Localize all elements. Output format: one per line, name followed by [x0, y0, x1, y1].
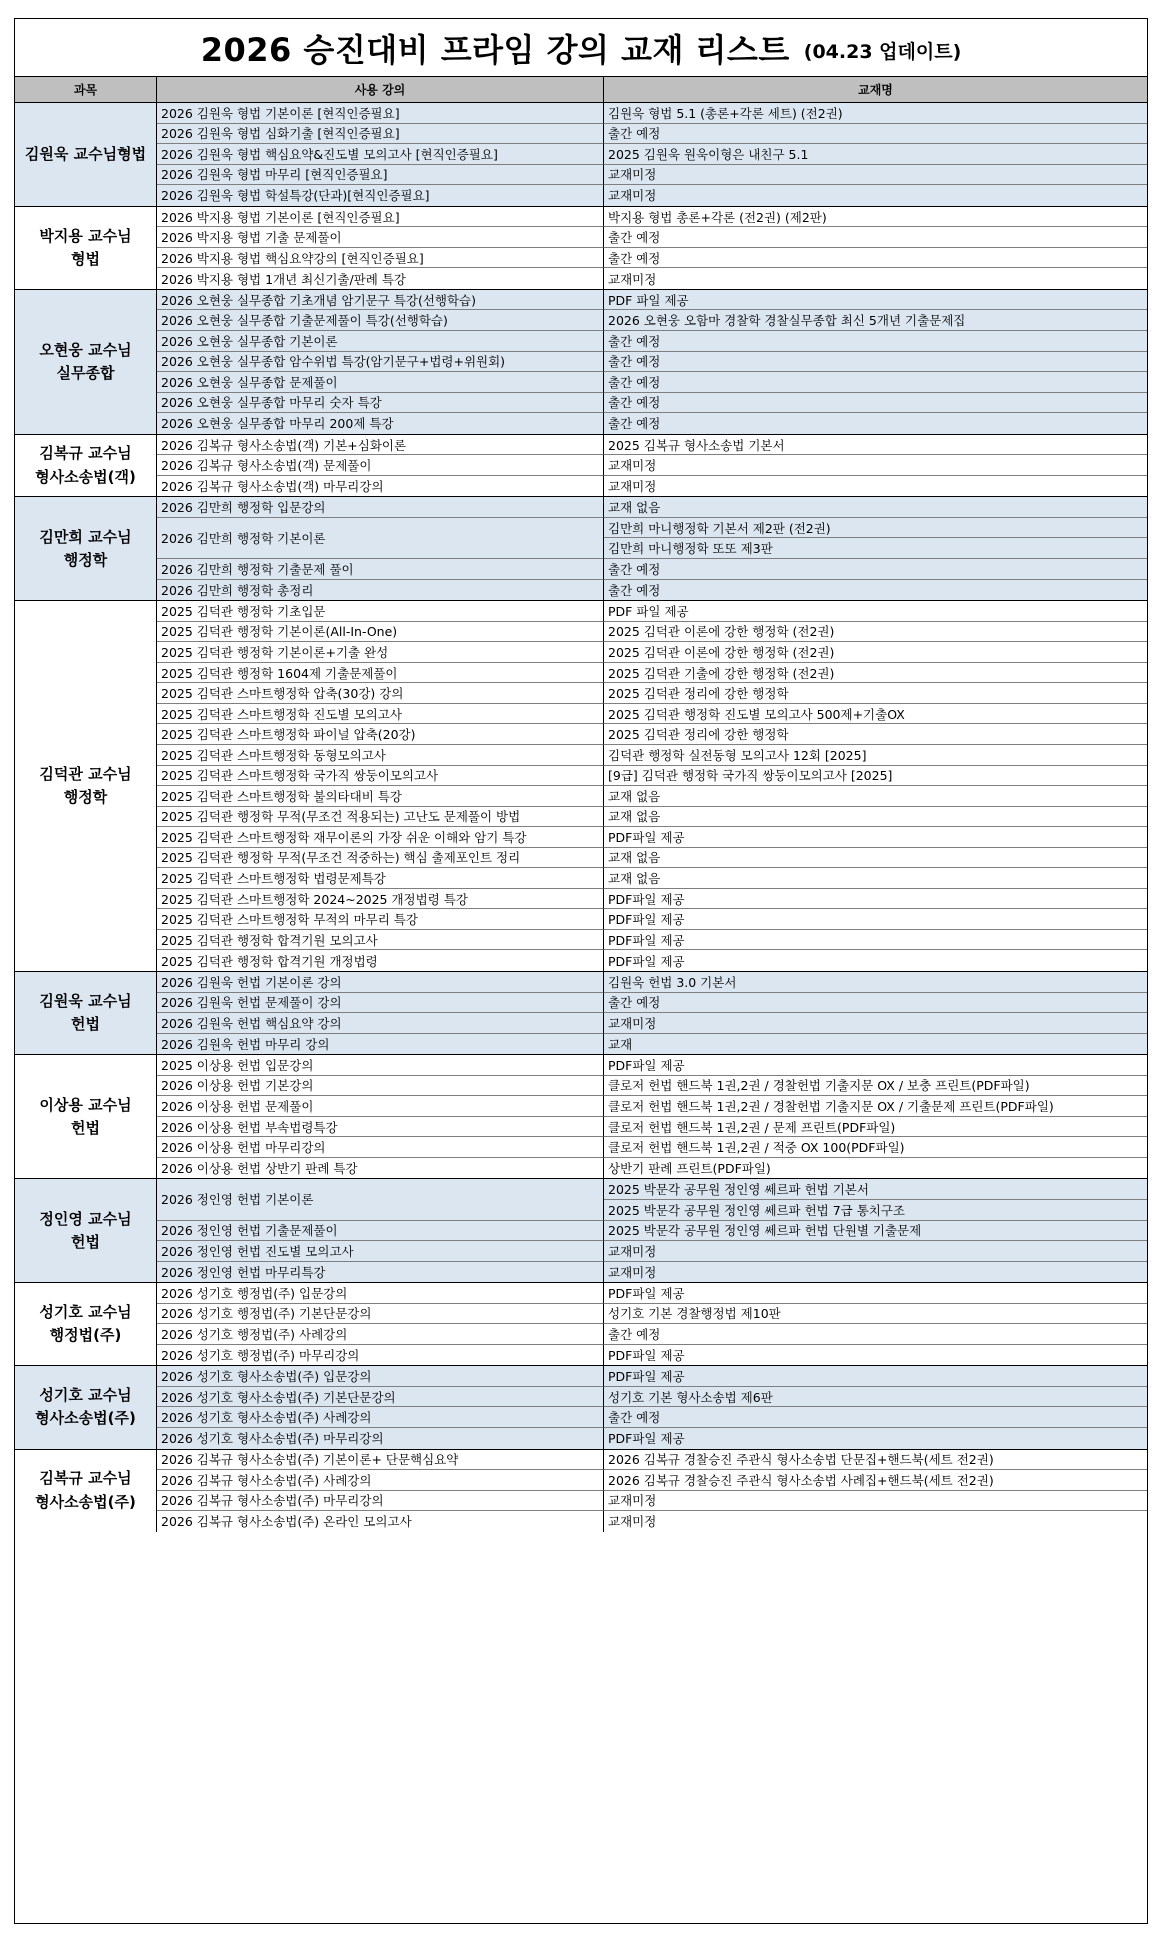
book-cell: 교재미정: [604, 1241, 1147, 1262]
lecture-cell: 2026 김복규 형사소송법(주) 마무리강의: [157, 1491, 604, 1512]
book-cell: PDF파일 제공: [604, 1283, 1147, 1304]
book-cell: 2025 김덕관 이론에 강한 행정학 (전2권): [604, 622, 1147, 643]
book-cell: 교재 없음: [604, 786, 1147, 807]
lecture-cell: 2026 오현웅 실무종합 기초개념 암기문구 특강(선행학습): [157, 290, 604, 311]
subject-group: [15, 435, 1147, 498]
book-cell: 출간 예정: [604, 393, 1147, 414]
lecture-cell: 2025 김덕관 스마트행정학 국가직 쌍둥이모의고사: [157, 766, 604, 787]
book-cell: 출간 예정: [604, 372, 1147, 393]
book-cell: 2025 김덕관 기출에 강한 행정학 (전2권): [604, 663, 1147, 684]
lecture-cell: 2026 성기호 행정법(주) 기본단문강의: [157, 1304, 604, 1325]
book-cell: 성기호 기본 경찰행정법 제10판: [604, 1304, 1147, 1325]
lecture-cell: 2026 오현웅 실무종합 마무리 숫자 특강: [157, 393, 604, 414]
book-cell: 교재 없음: [604, 868, 1147, 889]
lecture-cell: 2026 박지용 형법 기본이론 [현직인증필요]: [157, 207, 604, 228]
book-cell: 2025 김원욱 원욱이형은 내친구 5.1: [604, 144, 1147, 165]
lecture-cell: 2025 김덕관 스마트행정학 불의타대비 특강: [157, 786, 604, 807]
book-cell: 출간 예정: [604, 227, 1147, 248]
lecture-cell: 2025 김덕관 행정학 합격기원 모의고사: [157, 930, 604, 951]
subject-group: [15, 1283, 1147, 1366]
subject-cell: 성기호 교수님 행정법(주): [15, 1283, 157, 1365]
lecture-cell: 2026 김복규 형사소송법(주) 온라인 모의고사: [157, 1511, 604, 1532]
lecture-cell: 2026 김원욱 형법 학설특강(단과)[현직인증필요]: [157, 185, 604, 206]
lecture-cell: 2025 김덕관 행정학 합격기원 개정법령: [157, 950, 604, 971]
table-body: [15, 103, 1147, 1923]
subject-group: [15, 290, 1147, 435]
subject-cell: 김복규 교수님 형사소송법(주): [15, 1450, 157, 1532]
lecture-cell: 2026 이상용 헌법 문제풀이: [157, 1096, 604, 1117]
lecture-cell: 2026 성기호 형사소송법(주) 사례강의: [157, 1407, 604, 1428]
lecture-cell: 2026 오현웅 실무종합 암수위법 특강(암기문구+법령+위원회): [157, 352, 604, 373]
lecture-cell: 2025 김덕관 행정학 무적(무조건 적용되는) 고난도 문제풀이 방법: [157, 807, 604, 828]
book-cell: 김원욱 헌법 3.0 기본서: [604, 972, 1147, 993]
book-cell: PDF파일 제공: [604, 827, 1147, 848]
lecture-cell: 2025 김덕관 스마트행정학 법령문제특강: [157, 868, 604, 889]
subject-group: [15, 1179, 1147, 1283]
header-lecture: 사용 강의: [157, 77, 604, 102]
subject-cell: 김원욱 교수님형법: [15, 103, 157, 206]
book-cell: PDF파일 제공: [608, 953, 685, 969]
title-row: [15, 19, 1147, 77]
subject-cell: 김원욱 교수님 헌법: [15, 972, 157, 1054]
lecture-cell: 2026 김원욱 형법 마무리 [현직인증필요]: [157, 165, 604, 186]
book-cell: 2025 김덕관 정리에 강한 행정학: [604, 683, 1147, 704]
header-subject: 과목: [15, 77, 157, 102]
book-cell: 클로저 헌법 핸드북 1권,2권 / 경찰헌법 기출지문 OX / 기출문제 프린트(PDF파일): [604, 1096, 1147, 1117]
book-cell: PDF 파일 제공: [604, 290, 1147, 311]
book-cell: 2025 김복규 형사소송법 기본서: [604, 435, 1147, 456]
book-cell: 교재 없음: [604, 497, 1147, 518]
book-cell: 성기호 기본 형사소송법 제6판: [604, 1387, 1147, 1408]
lecture-cell: 2026 김복규 형사소송법(객) 문제풀이: [157, 455, 604, 476]
lecture-cell: 2026 성기호 행정법(주) 사례강의: [157, 1324, 604, 1345]
lecture-cell: 2026 성기호 행정법(주) 입문강의: [157, 1283, 604, 1304]
subject-group: [15, 207, 1147, 290]
lecture-cell: 2026 오현웅 실무종합 기본이론: [157, 331, 604, 352]
lecture-cell: 2025 김덕관 행정학 기본이론+기출 완성: [157, 642, 604, 663]
book-cell: 김만희 마니행정학 또또 제3판: [604, 538, 1147, 559]
lecture-cell: 2025 김덕관 스마트행정학 압축(30강) 강의: [157, 683, 604, 704]
book-cell: 출간 예정: [608, 416, 661, 432]
book-cell: 2026 김복규 경찰승진 주관식 형사소송법 단문집+핸드북(세트 전2권): [604, 1450, 1147, 1471]
lecture-cell: 2026 정인영 헌법 마무리특강: [157, 1262, 604, 1283]
lecture-cell: 2026 김복규 형사소송법(객) 기본+심화이론: [157, 435, 604, 456]
lecture-cell: 2026 이상용 헌법 기본강의: [157, 1076, 604, 1097]
book-cell: 교재미정: [604, 455, 1147, 476]
book-cell: 상반기 판례 프린트(PDF파일): [608, 1161, 771, 1177]
lecture-cell: 2025 김덕관 행정학 기본이론(All-In-One): [157, 622, 604, 643]
book-cell: 출간 예정: [604, 993, 1147, 1014]
subject-group: [15, 601, 1147, 972]
book-cell: 교재미정: [608, 1514, 657, 1530]
lecture-cell: 2026 김만희 행정학 입문강의: [157, 497, 604, 518]
lecture-cell: 2026 오현웅 실무종합 문제풀이: [157, 372, 604, 393]
book-cell: PDF파일 제공: [604, 1366, 1147, 1387]
subject-cell: 오현웅 교수님 실무종합: [15, 290, 157, 434]
lecture-cell: 2026 김복규 형사소송법(주) 기본이론+ 단문핵심요약: [157, 1450, 604, 1471]
lecture-cell: 2026 김원욱 헌법 기본이론 강의: [157, 972, 604, 993]
textbook-list-sheet: [14, 18, 1148, 1924]
book-cell: 교재미정: [604, 1491, 1147, 1512]
lecture-cell: 2025 김덕관 스마트행정학 2024~2025 개정법령 특강: [157, 889, 604, 910]
subject-cell: 박지용 교수님 형법: [15, 207, 157, 289]
book-cell: [9급] 김덕관 행정학 국가직 쌍둥이모의고사 [2025]: [604, 766, 1147, 787]
subject-cell: 김만희 교수님 행정학: [15, 497, 157, 600]
book-cell: PDF파일 제공: [604, 930, 1147, 951]
book-cell: 교재미정: [604, 1013, 1147, 1034]
book-cell: 출간 예정: [604, 124, 1147, 145]
book-cell: PDF 파일 제공: [604, 601, 1147, 622]
book-cell: PDF파일 제공: [608, 1348, 685, 1364]
lecture-cell: 2026 이상용 헌법 상반기 판례 특강: [157, 1158, 604, 1179]
lecture-cell: 2025 김덕관 행정학 1604제 기출문제풀이: [157, 663, 604, 684]
subject-cell: 김덕관 교수님 행정학: [15, 601, 157, 971]
book-cell: 박지용 형법 총론+각론 (전2권) (제2판): [604, 207, 1147, 228]
book-cell: PDF파일 제공: [604, 909, 1147, 930]
lecture-cell: 2026 성기호 형사소송법(주) 기본단문강의: [157, 1387, 604, 1408]
table-header: [15, 77, 1147, 103]
lecture-cell: 2026 오현웅 실무종합 기출문제풀이 특강(선행학습): [157, 310, 604, 331]
lecture-cell: 2026 박지용 형법 기출 문제풀이: [157, 227, 604, 248]
book-cell: 출간 예정: [604, 248, 1147, 269]
lecture-cell: 2025 김덕관 스마트행정학 진도별 모의고사: [157, 704, 604, 725]
book-cell: 교재미정: [608, 1264, 657, 1280]
book-cell: 김원욱 형법 5.1 (총론+각론 세트) (전2권): [604, 103, 1147, 124]
book-cell: 김덕관 행정학 실전동형 모의고사 12회 [2025]: [604, 745, 1147, 766]
lecture-cell: 2026 정인영 헌법 진도별 모의고사: [157, 1241, 604, 1262]
book-cell: 2025 박문각 공무원 정인영 쎄르파 헌법 7급 통치구조: [604, 1200, 1147, 1221]
lecture-cell: 2026 김원욱 형법 심화기출 [현직인증필요]: [157, 124, 604, 145]
book-cell: 출간 예정: [604, 1324, 1147, 1345]
subject-group: [15, 1366, 1147, 1449]
book-cell: 2026 김복규 경찰승진 주관식 형사소송법 사례집+핸드북(세트 전2권): [604, 1470, 1147, 1491]
book-cell: 교재미정: [608, 479, 657, 495]
subject-cell: 정인영 교수님 헌법: [15, 1179, 157, 1282]
book-cell: 출간 예정: [604, 1407, 1147, 1428]
book-cell: 클로저 헌법 핸드북 1권,2권 / 문제 프린트(PDF파일): [604, 1117, 1147, 1138]
book-cell: 클로저 헌법 핸드북 1권,2권 / 적중 OX 100(PDF파일): [604, 1137, 1147, 1158]
lecture-cell: 2026 정인영 헌법 기본이론: [157, 1179, 604, 1220]
book-cell: 클로저 헌법 핸드북 1권,2권 / 경찰헌법 기출지문 OX / 보충 프린트(PDF파일): [604, 1076, 1147, 1097]
lecture-cell: 2026 김만희 행정학 기본이론: [157, 518, 604, 559]
book-cell: 출간 예정: [604, 331, 1147, 352]
lecture-cell: 2026 이상용 헌법 부속법령특강: [157, 1117, 604, 1138]
lecture-cell: 2026 김원욱 형법 기본이론 [현직인증필요]: [157, 103, 604, 124]
subject-group: [15, 1450, 1147, 1532]
lecture-cell: 2026 김복규 형사소송법(객) 마무리강의: [157, 476, 604, 497]
lecture-cell: 2026 정인영 헌법 기출문제풀이: [157, 1221, 604, 1242]
lecture-cell: 2025 김덕관 행정학 기초입문: [157, 601, 604, 622]
lecture-cell: 2026 성기호 형사소송법(주) 마무리강의: [157, 1428, 604, 1449]
book-cell: PDF파일 제공: [608, 1431, 685, 1447]
book-cell: 2025 김덕관 행정학 진도별 모의고사 500제+기출OX: [604, 704, 1147, 725]
book-cell: 출간 예정: [608, 582, 661, 598]
book-cell: 2026 오현웅 오함마 경찰학 경찰실무종합 최신 5개년 기출문제집: [604, 310, 1147, 331]
update-note: (04.23 업데이트): [803, 41, 962, 63]
lecture-cell: 2026 성기호 형사소송법(주) 입문강의: [157, 1366, 604, 1387]
book-cell: 교재미정: [608, 188, 657, 204]
subject-cell: 이상용 교수님 헌법: [15, 1055, 157, 1178]
book-cell: 김만희 마니행정학 기본서 제2판 (전2권): [604, 518, 1147, 539]
lecture-cell: 2026 김원욱 형법 핵심요약&진도별 모의고사 [현직인증필요]: [157, 144, 604, 165]
subject-group: [15, 497, 1147, 601]
book-cell: PDF파일 제공: [604, 1055, 1147, 1076]
lecture-cell: 2026 박지용 형법 핵심요약강의 [현직인증필요]: [157, 248, 604, 269]
lecture-cell: 2025 김덕관 행정학 무적(무조건 적중하는) 핵심 출제포인트 정리: [157, 848, 604, 869]
lecture-cell: 2026 김원욱 헌법 핵심요약 강의: [157, 1013, 604, 1034]
book-cell: 2025 박문각 공무원 정인영 쎄르파 헌법 단원별 기출문제: [604, 1221, 1147, 1242]
book-cell: 2025 김덕관 정리에 강한 행정학: [604, 724, 1147, 745]
lecture-cell: 2026 김만희 행정학 기출문제 풀이: [157, 559, 604, 580]
subject-group: [15, 972, 1147, 1055]
book-cell: 교재미정: [608, 271, 657, 287]
lecture-cell: 2025 이상용 헌법 입문강의: [157, 1055, 604, 1076]
lecture-cell: 2025 김덕관 스마트행정학 파이널 압축(20강): [157, 724, 604, 745]
book-cell: 2025 박문각 공무원 정인영 쎄르파 헌법 기본서: [604, 1179, 1147, 1200]
book-cell: PDF파일 제공: [604, 889, 1147, 910]
lecture-cell: 2026 박지용 형법 1개년 최신기출/판례 특강: [157, 268, 604, 289]
lecture-cell: 2025 김덕관 스마트행정학 재무이론의 가장 쉬운 이해와 암기 특강: [157, 827, 604, 848]
subject-cell: 김복규 교수님 형사소송법(객): [15, 435, 157, 497]
book-cell: 출간 예정: [604, 352, 1147, 373]
lecture-cell: 2026 김복규 형사소송법(주) 사례강의: [157, 1470, 604, 1491]
book-cell: 2025 김덕관 이론에 강한 행정학 (전2권): [604, 642, 1147, 663]
lecture-cell: 2026 이상용 헌법 마무리강의: [157, 1137, 604, 1158]
subject-group: [15, 103, 1147, 207]
lecture-cell: 2026 성기호 행정법(주) 마무리강의: [157, 1345, 604, 1366]
book-cell: 출간 예정: [604, 559, 1147, 580]
lecture-cell: 2025 김덕관 스마트행정학 동형모의고사: [157, 745, 604, 766]
subject-group: [15, 1055, 1147, 1179]
lecture-cell: 2026 김만희 행정학 총정리: [157, 580, 604, 601]
book-cell: 교재 없음: [604, 807, 1147, 828]
lecture-cell: 2026 김원욱 헌법 문제풀이 강의: [157, 993, 604, 1014]
header-book: 교재명: [858, 83, 893, 97]
lecture-cell: 2026 김원욱 헌법 마무리 강의: [157, 1034, 604, 1055]
book-cell: 교재미정: [604, 165, 1147, 186]
lecture-cell: 2025 김덕관 스마트행정학 무적의 마무리 특강: [157, 909, 604, 930]
page-title: 2026 승진대비 프라임 강의 교재 리스트: [200, 30, 790, 69]
subject-cell: 성기호 교수님 형사소송법(주): [15, 1366, 157, 1448]
book-cell: 교재: [608, 1036, 633, 1052]
book-cell: 교재 없음: [604, 848, 1147, 869]
lecture-cell: 2026 오현웅 실무종합 마무리 200제 특강: [157, 413, 604, 434]
